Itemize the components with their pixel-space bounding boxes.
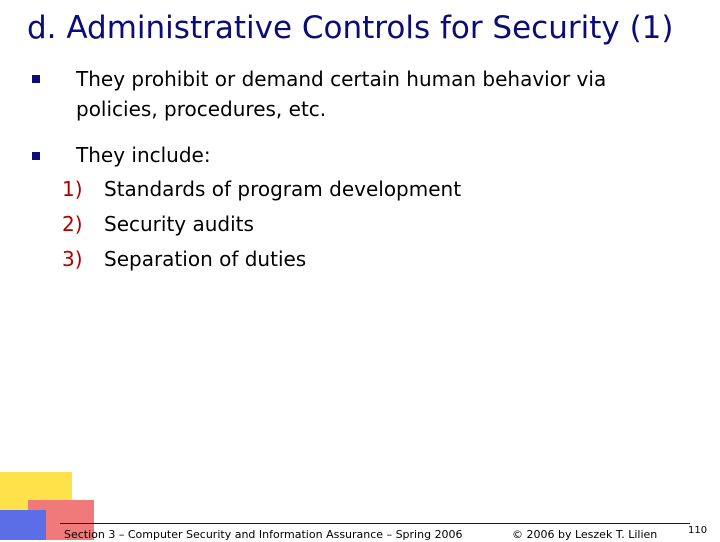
bullet-marker-1 bbox=[32, 75, 40, 83]
footer-course: Section 3 – Computer Security and Information Assurance – Spring 2006 bbox=[64, 528, 463, 541]
item-text-3: Separation of duties bbox=[104, 247, 307, 271]
item-number-2: 2) bbox=[62, 212, 83, 236]
bullet-1-line-1: They prohibit or demand certain human behavior via bbox=[76, 67, 607, 91]
item-text-1: Standards of program development bbox=[104, 177, 462, 201]
slide-title: d. Administrative Controls for Security (1) bbox=[27, 10, 674, 46]
bullet-2-line-1: They include: bbox=[76, 143, 211, 167]
decor-blue-block bbox=[0, 510, 46, 540]
page-number: 110 bbox=[688, 525, 708, 536]
item-number-1: 1) bbox=[62, 177, 83, 201]
footer-copyright: © 2006 by Leszek T. Lilien bbox=[512, 528, 658, 541]
footer-rule bbox=[60, 523, 690, 524]
bullet-1-line-2: policies, procedures, etc. bbox=[76, 97, 327, 121]
item-text-2: Security audits bbox=[104, 212, 254, 236]
bullet-marker-2 bbox=[32, 152, 40, 160]
item-number-3: 3) bbox=[62, 247, 83, 271]
